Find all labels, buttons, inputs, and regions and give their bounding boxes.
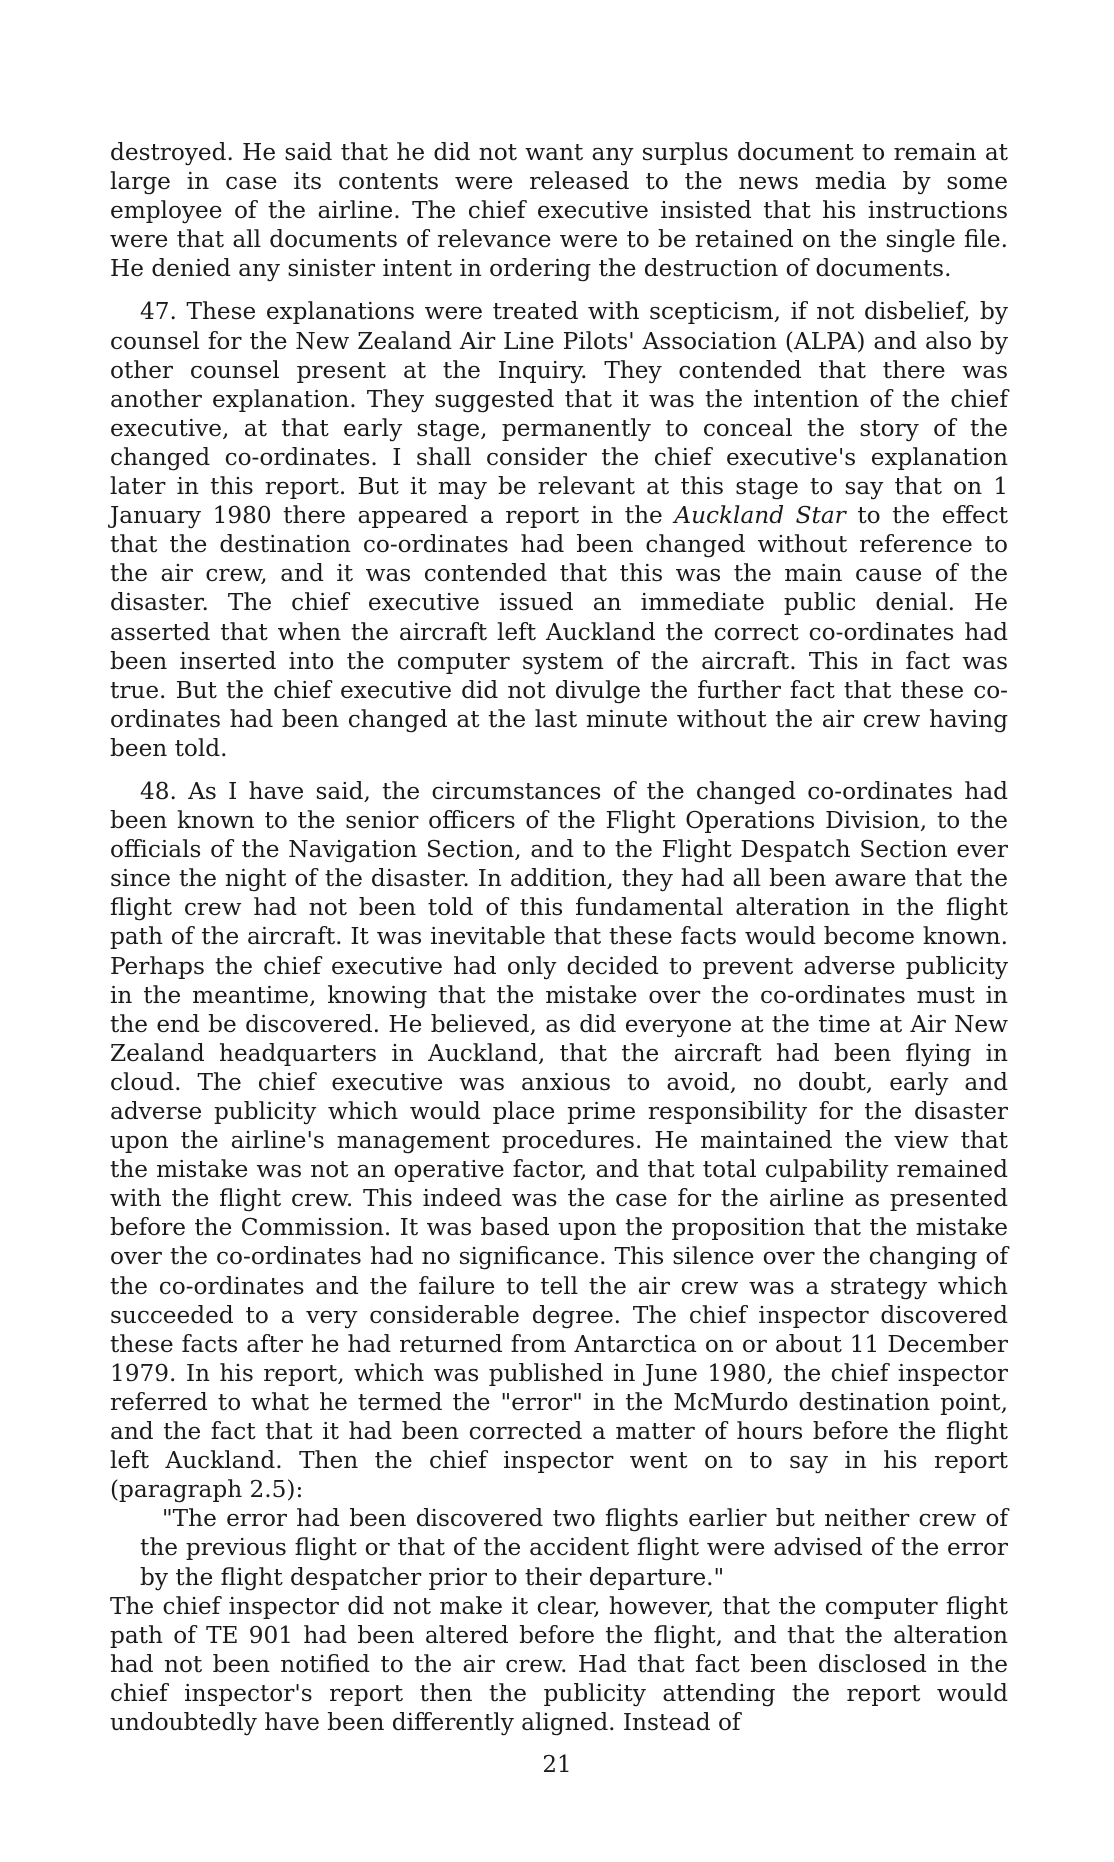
paragraph-48: 48. As I have said, the circumstances of the changed co-ordinates had been known to the senior officers of the Flight Operations Division, to the officials of the Navigation Section, and to the Flight Despatch Section ever since the night of the disaster. In addition, they had all been aware that the flight crew had not been told of this fundamental alteration in the flight path of the aircraft. It was inevitable that these facts would become known. Perhaps the chief executive had only decided to prevent adverse publicity in the meantime, knowing that the mistake over the co-ordinates must in the end be discovered. He believed, as did everyone at the time at Air New Zealand headquarters in Auckland, that the aircraft had been flying in cloud. The chief executive was anxious to avoid, no doubt, early and adverse publicity which would place prime responsibility for the disaster upon the airline's management procedures. He maintained the view that the mistake was not an operative factor, and that total culpability remained with the flight crew. This indeed was the case for the airline as presented before the Commission. It was based upon the proposition that the mistake over the co-ordinates had no significance. This silence over the changing of the co-ordinates and the failure to tell the air crew was a strategy which succeeded to a very considerable degree. The chief inspector discovered these facts after he had returned from Antarctica on or about 11 December 1979. In his report, which was published in June 1980, the chief inspector referred to what he termed the "error" in the McMurdo destination point, and the fact that it had been corrected a matter of hours before the flight left Auckland. Then the chief inspector went on to say in his report (paragraph 2.5):	[110, 777, 1008, 1504]
page-number: 21	[542, 1752, 572, 1778]
newspaper-title: Auckland Star	[674, 502, 846, 530]
paragraph-continuation: destroyed. He said that he did not want any surplus document to remain at large in case its contents were released to the news media by some employee of the airline. The chief executive insisted that his instructions were that all documents of relevance were to be retained on the single file. He denied any sinister intent in ordering the destruction of documents.	[110, 139, 1008, 283]
block-quote: "The error had been discovered two flights earlier but neither crew of the previous flight or that of the accident flight were advised of the error by the flight despatcher prior to their departure."	[140, 1505, 1008, 1591]
paragraph-47-text-b: to the effect that the destination co-ordinates had been changed without reference to the air crew, and it was contended that this was the main cause of the disaster. The chief executive issued an immediate public denial. He asserted that when the aircraft left Auckland the correct co-ordinates had been inserted into the computer system of the aircraft. This in fact was true. But the chief executive did not divulge the further fact that these co-ordinates had been changed at the last minute without the air crew having been told.	[110, 502, 1008, 762]
paragraph-after-quote: The chief inspector did not make it clear, however, that the computer flight path of TE 901 had been altered before the flight, and that the alteration had not been notified to the air crew. Had that fact been disclosed in the chief inspector's report then the publicity attending the report would undoubtedly have been differently aligned. Instead of	[110, 1592, 1008, 1736]
paragraph-47-text-a: 47. These explanations were treated with scepticism, if not disbelief, by counsel for the New Zealand Air Line Pilots' Association (ALPA) and also by other counsel present at the Inquiry. They contended that there was another explanation. They suggested that it was the intention of the chief executive, at that early stage, permanently to conceal the story of the changed co-ordinates. I shall consider the chief executive's explanation later in this report. But it may be relevant at this stage to say that on 1 January 1980 there appeared a report in the	[110, 298, 1008, 530]
document-body	[110, 138, 1008, 1737]
paragraph-47	[110, 297, 1008, 763]
